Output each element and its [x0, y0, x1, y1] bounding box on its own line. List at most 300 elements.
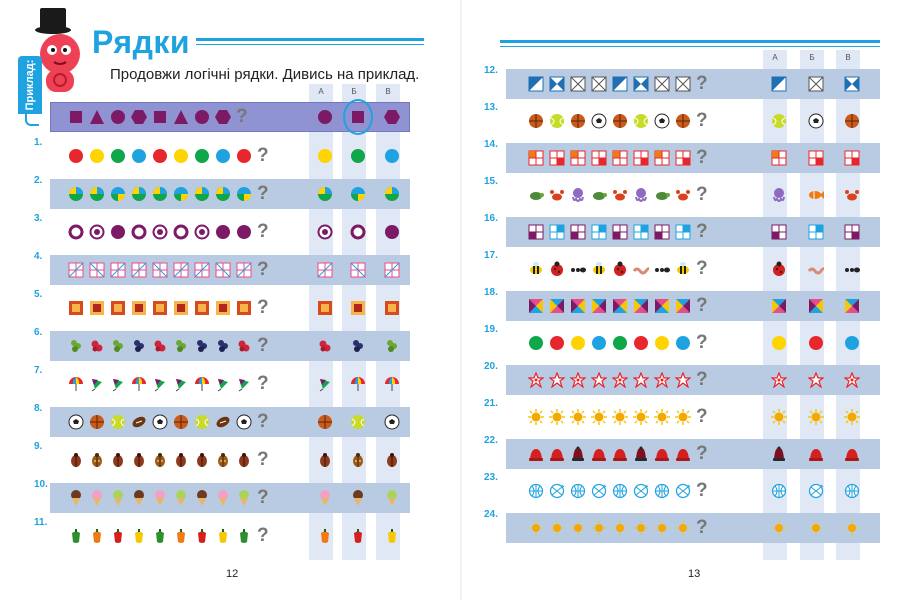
sequence-item-dot-plum: [215, 224, 231, 240]
sequence-item-quadp-a: [654, 224, 670, 240]
answer-option-Б[interactable]: [808, 409, 824, 425]
answer-option-А[interactable]: [317, 414, 333, 430]
row-number: 8.: [34, 403, 43, 414]
sequence-item-bug-b: [89, 452, 105, 468]
sequence-item-ice-brown: [131, 490, 147, 506]
answer-option-В[interactable]: [844, 261, 860, 277]
row-number: 22.: [484, 435, 498, 446]
sequence-item-tri-purple: [89, 109, 105, 125]
sequence-item-crab: [549, 187, 565, 203]
answer-option-Б[interactable]: [350, 262, 366, 278]
sequence-item-pie-a: [194, 186, 210, 202]
sequence-item-ice-brown: [68, 490, 84, 506]
sequence-item-xtile-a: [612, 298, 628, 314]
question-mark: ?: [696, 110, 708, 131]
sequence-item-ring-dot: [89, 224, 105, 240]
question-mark: ?: [257, 449, 269, 470]
sequence-item-frame-b: [173, 300, 189, 316]
answer-option-Б[interactable]: [808, 261, 824, 277]
sequence-item-bball: [654, 483, 670, 499]
sequence-item-sun-sm: [591, 520, 607, 536]
sequence-item-ice-pink: [89, 490, 105, 506]
row-number: 24.: [484, 509, 498, 520]
sequence-item-circ-purple: [194, 109, 210, 125]
sequence-item-frame-a: [194, 300, 210, 316]
sequence-item-dot-plum: [236, 224, 252, 240]
answer-option-А[interactable]: [317, 148, 333, 164]
sequence-item-grid-a: [173, 262, 189, 278]
sequence-item-bug-a: [131, 452, 147, 468]
answer-option-Б[interactable]: [350, 376, 366, 392]
answer-option-А[interactable]: [317, 338, 333, 354]
sequence-item-ball-basket: [675, 113, 691, 129]
answer-option-В[interactable]: [844, 187, 860, 203]
sequence-item-env-gray: [570, 76, 586, 92]
answer-option-Б[interactable]: [350, 224, 366, 240]
sequence-item-xtile-b: [633, 298, 649, 314]
answer-option-А[interactable]: [317, 300, 333, 316]
sequence-item-xtile-a: [654, 298, 670, 314]
sequence-item-quadp-b: [591, 224, 607, 240]
sequence-item-ball-soccer: [236, 414, 252, 430]
answer-option-Б[interactable]: [808, 335, 824, 351]
sequence-item-hat-dark: [570, 446, 586, 462]
row-number: 7.: [34, 365, 43, 376]
sequence-item-sun-sm: [633, 520, 649, 536]
sequence-item-grid-b: [89, 262, 105, 278]
sequence-item-quadp-b: [633, 224, 649, 240]
sequence-item-grid-b: [215, 262, 231, 278]
sequence-item-grid-a: [68, 262, 84, 278]
row-number: 13.: [484, 102, 498, 113]
row-number: 2.: [34, 175, 43, 186]
sequence-item-dot-blue: [215, 148, 231, 164]
sequence-item-turtle: [654, 187, 670, 203]
sequence-item-pep-green: [236, 528, 252, 544]
sequence-item-ice-green: [110, 490, 126, 506]
sequence-item-bball-2: [591, 483, 607, 499]
sequence-item-bball-2: [633, 483, 649, 499]
sequence-item-env-gray: [654, 76, 670, 92]
sequence-item-xtile-a: [528, 298, 544, 314]
row-number: 15.: [484, 176, 498, 187]
sequence-item-bug-a: [110, 452, 126, 468]
sequence-item-sun: [570, 409, 586, 425]
sequence-item-ball-basket: [173, 414, 189, 430]
answer-option-А[interactable]: [317, 528, 333, 544]
sequence-item-bball-2: [675, 483, 691, 499]
answer-option-А[interactable]: [771, 113, 787, 129]
question-mark: ?: [696, 406, 708, 427]
answer-option-Б[interactable]: [350, 300, 366, 316]
sequence-item-ice-pink: [215, 490, 231, 506]
title-underline-thin: [196, 44, 424, 45]
sequence-item-bug-b: [152, 452, 168, 468]
sequence-item-sq-purple: [152, 109, 168, 125]
sequence-item-circ-purple: [110, 109, 126, 125]
sequence-item-xtile-b: [591, 298, 607, 314]
question-mark: ?: [257, 335, 269, 356]
answer-option-А[interactable]: [317, 376, 333, 392]
sequence-item-ball-soccer: [654, 113, 670, 129]
sequence-item-pie-a: [131, 186, 147, 202]
sequence-item-sun: [612, 409, 628, 425]
answer-option-В[interactable]: [384, 490, 400, 506]
answer-option-Б[interactable]: [350, 528, 366, 544]
answer-option-В[interactable]: [844, 372, 860, 388]
sequence-item-quadp-a: [570, 224, 586, 240]
sequence-item-dot-yellow: [570, 335, 586, 351]
question-mark: ?: [696, 443, 708, 464]
sequence-item-ball-basket: [528, 113, 544, 129]
sequence-item-hat-red: [591, 446, 607, 462]
sequence-item-ring-dot: [194, 224, 210, 240]
answer-option-Б[interactable]: [808, 372, 824, 388]
sequence-item-ball-rugby: [215, 414, 231, 430]
answer-option-Б[interactable]: [808, 224, 824, 240]
sequence-item-umb-closed: [152, 376, 168, 392]
sequence-item-pie-a: [215, 186, 231, 202]
answer-option-А[interactable]: [771, 372, 787, 388]
sequence-item-bug-a: [68, 452, 84, 468]
answer-option-Б[interactable]: [808, 298, 824, 314]
sequence-item-hat-red: [675, 446, 691, 462]
sequence-item-ring-plum: [68, 224, 84, 240]
sequence-item-sun: [675, 409, 691, 425]
answer-option-Б[interactable]: [350, 148, 366, 164]
sequence-item-dot-green: [528, 335, 544, 351]
row-number: 17.: [484, 250, 498, 261]
answer-option-В[interactable]: [844, 409, 860, 425]
sequence-item-hat-dark: [633, 446, 649, 462]
answer-option-А[interactable]: [771, 446, 787, 462]
sequence-item-frame-a: [152, 300, 168, 316]
sequence-item-dot-plum: [110, 224, 126, 240]
sequence-item-dot-blue: [675, 335, 691, 351]
sequence-item-sun: [633, 409, 649, 425]
sequence-item-bball: [528, 483, 544, 499]
sequence-item-frame-a: [68, 300, 84, 316]
answer-option-А[interactable]: [317, 109, 333, 125]
sequence-item-ball-tennis: [194, 414, 210, 430]
sequence-item-star-b: [675, 372, 691, 388]
sequence-item-quadp-a: [528, 224, 544, 240]
answer-option-Б[interactable]: [808, 483, 824, 499]
question-mark: ?: [257, 525, 269, 546]
sequence-item-crab: [675, 187, 691, 203]
question-mark: ?: [257, 487, 269, 508]
sequence-item-turtle: [591, 187, 607, 203]
row-number: 4.: [34, 251, 43, 262]
answer-option-В[interactable]: [384, 109, 400, 125]
sequence-item-pie-a: [89, 186, 105, 202]
sequence-item-pep-red: [110, 528, 126, 544]
sequence-item-hex-purple: [215, 109, 231, 125]
row-number: 1.: [34, 137, 43, 148]
row-number: 19.: [484, 324, 498, 335]
sequence-item-env-gray: [591, 76, 607, 92]
sequence-item-sun-sm: [549, 520, 565, 536]
answer-option-А[interactable]: [771, 520, 787, 536]
question-mark: ?: [257, 183, 269, 204]
answer-option-В[interactable]: [384, 262, 400, 278]
sequence-item-star-b: [591, 372, 607, 388]
example-answer-highlight: [343, 99, 373, 135]
question-mark: ?: [257, 373, 269, 394]
sequence-item-ball-soccer: [68, 414, 84, 430]
sequence-item-grid-a: [194, 262, 210, 278]
answer-option-В[interactable]: [384, 528, 400, 544]
answer-option-Б[interactable]: [808, 150, 824, 166]
sequence-item-pie-b: [236, 186, 252, 202]
sequence-item-quad-a: [612, 150, 628, 166]
sequence-item-pep-yellow: [215, 528, 231, 544]
sequence-item-berry-red: [152, 338, 168, 354]
answer-option-В[interactable]: [384, 338, 400, 354]
sequence-item-turtle: [528, 187, 544, 203]
answer-option-Б[interactable]: [808, 446, 824, 462]
sequence-item-ant: [570, 261, 586, 277]
sequence-item-ball-soccer: [591, 113, 607, 129]
answer-option-А[interactable]: [771, 483, 787, 499]
sequence-item-hat-red: [612, 446, 628, 462]
answer-option-В[interactable]: [844, 150, 860, 166]
sequence-item-dot-yellow: [173, 148, 189, 164]
option-letter: В: [845, 53, 851, 62]
row-number: 10.: [34, 479, 48, 490]
sequence-item-dot-green: [194, 148, 210, 164]
sequence-item-pep-orange: [89, 528, 105, 544]
sequence-item-bug-b: [215, 452, 231, 468]
sequence-item-dot-red: [152, 148, 168, 164]
sequence-item-quad-a: [528, 150, 544, 166]
answer-option-А[interactable]: [771, 409, 787, 425]
row-number: 3.: [34, 213, 43, 224]
sequence-item-frame-a: [110, 300, 126, 316]
sequence-item-xtile-a: [570, 298, 586, 314]
sequence-item-grape-blue: [194, 338, 210, 354]
answer-option-В[interactable]: [844, 335, 860, 351]
answer-option-А[interactable]: [771, 261, 787, 277]
sequence-item-quadp-b: [675, 224, 691, 240]
sequence-item-octo: [633, 187, 649, 203]
answer-option-В[interactable]: [844, 113, 860, 129]
sequence-item-quadp-a: [612, 224, 628, 240]
answer-option-А[interactable]: [317, 262, 333, 278]
sequence-item-star-a: [528, 372, 544, 388]
sequence-item-umb-open: [131, 376, 147, 392]
sequence-item-bow-blue: [549, 76, 565, 92]
sequence-item-bee: [675, 261, 691, 277]
answer-option-А[interactable]: [771, 298, 787, 314]
answer-option-В[interactable]: [844, 520, 860, 536]
sequence-item-pep-yellow: [131, 528, 147, 544]
sequence-item-ring-plum: [173, 224, 189, 240]
question-mark: ?: [696, 517, 708, 538]
answer-option-Б[interactable]: [808, 187, 824, 203]
sequence-item-bball-2: [549, 483, 565, 499]
row-number: 11.: [34, 517, 48, 528]
sequence-item-bug-a: [173, 452, 189, 468]
answer-option-Б[interactable]: [808, 76, 824, 92]
sequence-item-sun: [591, 409, 607, 425]
answer-option-Б[interactable]: [350, 414, 366, 430]
sequence-item-berry-red: [89, 338, 105, 354]
sequence-item-octo: [570, 187, 586, 203]
row-number: 16.: [484, 213, 498, 224]
answer-option-А[interactable]: [317, 490, 333, 506]
sequence-item-worm: [633, 261, 649, 277]
answer-option-Б[interactable]: [808, 113, 824, 129]
top-rule-thin: [500, 46, 880, 47]
answer-option-Б[interactable]: [350, 338, 366, 354]
question-mark: ?: [696, 258, 708, 279]
answer-option-Б[interactable]: [350, 452, 366, 468]
page-number: 13: [688, 568, 701, 580]
question-mark: ?: [257, 145, 269, 166]
answer-option-В[interactable]: [384, 148, 400, 164]
sequence-item-sun-sm: [654, 520, 670, 536]
sequence-item-grid-a: [131, 262, 147, 278]
sequence-item-quadp-b: [549, 224, 565, 240]
sequence-item-bball: [612, 483, 628, 499]
instruction-text: Продовжи логічні рядки. Дивись на приклад.: [110, 66, 420, 83]
sequence-item-dot-red: [633, 335, 649, 351]
question-mark: ?: [696, 369, 708, 390]
example-arrow-icon: [25, 112, 39, 126]
sequence-item-tri-purple: [173, 109, 189, 125]
sequence-item-quad-b: [675, 150, 691, 166]
answer-option-В[interactable]: [844, 224, 860, 240]
question-mark: ?: [257, 411, 269, 432]
sequence-item-xtile-b: [675, 298, 691, 314]
sequence-item-bball: [570, 483, 586, 499]
sequence-item-ant: [654, 261, 670, 277]
sequence-item-dot-green: [110, 148, 126, 164]
answer-option-В[interactable]: [384, 452, 400, 468]
answer-option-А[interactable]: [317, 186, 333, 202]
sequence-item-sq-purple: [68, 109, 84, 125]
answer-option-А[interactable]: [317, 452, 333, 468]
sequence-item-ice-pink: [152, 490, 168, 506]
sequence-item-ice-green: [236, 490, 252, 506]
option-letter: Б: [351, 87, 357, 96]
answer-option-А[interactable]: [771, 335, 787, 351]
answer-option-В[interactable]: [844, 298, 860, 314]
left-page: [0, 0, 461, 600]
sequence-item-grid-a: [236, 262, 252, 278]
sequence-item-pie-a: [68, 186, 84, 202]
sequence-item-dot-yellow: [654, 335, 670, 351]
sequence-item-ball-rugby: [131, 414, 147, 430]
sequence-item-frame-b: [215, 300, 231, 316]
sequence-item-xtile-b: [549, 298, 565, 314]
sequence-item-bee: [591, 261, 607, 277]
question-mark: ?: [257, 297, 269, 318]
sequence-item-sun-sm: [675, 520, 691, 536]
answer-option-В[interactable]: [844, 446, 860, 462]
answer-option-В[interactable]: [844, 483, 860, 499]
question-mark: ?: [696, 480, 708, 501]
row-number: 14.: [484, 139, 498, 150]
sequence-item-hat-red: [528, 446, 544, 462]
question-mark: ?: [236, 106, 248, 127]
sequence-item-pep-orange: [173, 528, 189, 544]
answer-option-В[interactable]: [384, 414, 400, 430]
sequence-item-dot-blue: [131, 148, 147, 164]
sequence-item-ladybug: [549, 261, 565, 277]
row-number: 18.: [484, 287, 498, 298]
sequence-item-ball-basket: [570, 113, 586, 129]
sequence-item-quad-b: [549, 150, 565, 166]
sequence-item-pep-red: [194, 528, 210, 544]
sequence-item-frame-b: [131, 300, 147, 316]
answer-option-А[interactable]: [771, 187, 787, 203]
sequence-item-ball-basket: [612, 113, 628, 129]
answer-option-Б[interactable]: [350, 490, 366, 506]
sequence-item-bow-blue: [633, 76, 649, 92]
sequence-item-ball-tennis: [549, 113, 565, 129]
sequence-item-quad-b: [591, 150, 607, 166]
row-number: 9.: [34, 441, 43, 452]
sequence-item-star-b: [549, 372, 565, 388]
answer-option-В[interactable]: [384, 376, 400, 392]
sequence-item-sun-sm: [612, 520, 628, 536]
sequence-item-grape-green: [173, 338, 189, 354]
sequence-item-star-a: [570, 372, 586, 388]
answer-option-В[interactable]: [844, 76, 860, 92]
sequence-item-pep-green: [152, 528, 168, 544]
answer-option-Б[interactable]: [350, 186, 366, 202]
answer-option-В[interactable]: [384, 224, 400, 240]
example-tab: [18, 56, 42, 114]
row-number: 20.: [484, 361, 498, 372]
sequence-item-bee: [528, 261, 544, 277]
sequence-item-umb-open: [194, 376, 210, 392]
sequence-item-grid-a: [110, 262, 126, 278]
sequence-item-quad-b: [633, 150, 649, 166]
answer-option-Б[interactable]: [808, 520, 824, 536]
sequence-item-sun: [528, 409, 544, 425]
option-letter: А: [318, 87, 324, 96]
answer-option-А[interactable]: [771, 76, 787, 92]
answer-option-А[interactable]: [771, 150, 787, 166]
page-title: Рядки: [92, 24, 191, 60]
sequence-item-tri-blue: [612, 76, 628, 92]
sequence-item-ring-plum: [131, 224, 147, 240]
question-mark: ?: [257, 221, 269, 242]
sequence-item-bug-a: [236, 452, 252, 468]
question-mark: ?: [696, 73, 708, 94]
answer-option-В[interactable]: [384, 300, 400, 316]
answer-option-В[interactable]: [384, 186, 400, 202]
sequence-item-hat-red: [654, 446, 670, 462]
sequence-item-dot-yellow: [89, 148, 105, 164]
sequence-item-grape-green: [68, 338, 84, 354]
sequence-item-grape-blue: [131, 338, 147, 354]
sequence-item-umb-closed: [89, 376, 105, 392]
sequence-item-ball-tennis: [110, 414, 126, 430]
sequence-item-dot-blue: [591, 335, 607, 351]
answer-option-А[interactable]: [317, 224, 333, 240]
row-number: 5.: [34, 289, 43, 300]
sequence-item-hex-purple: [131, 109, 147, 125]
sequence-item-bug-a: [194, 452, 210, 468]
sequence-item-ladybug: [612, 261, 628, 277]
answer-option-А[interactable]: [771, 224, 787, 240]
sequence-item-grape-green: [110, 338, 126, 354]
sequence-item-hat-red: [549, 446, 565, 462]
